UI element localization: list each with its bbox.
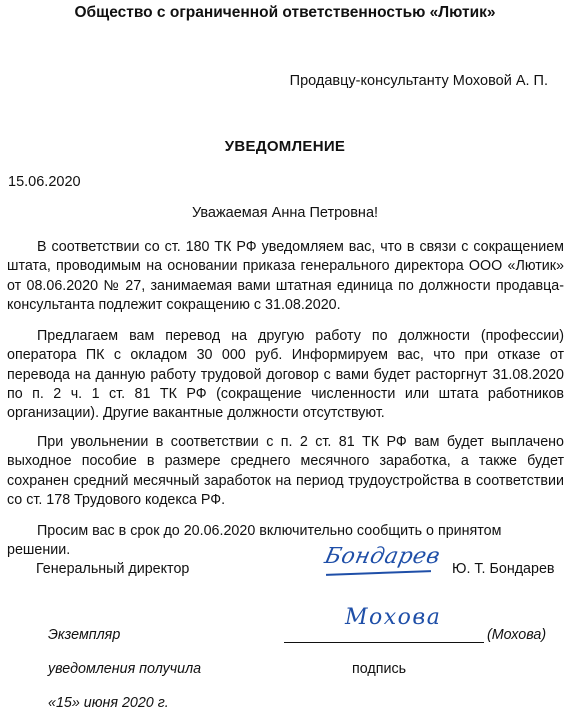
paragraph-reduction: В соответствии со ст. 180 ТК РФ уведомляем вас, что в связи с сокращением штата, проводимым на основании приказа генерального директора ООО «Лютик» от 08.06.2020 № 27, занимаемая вами штатная единица по должности продавца-консультанта подлежит сокращению с 31.08.2020. xyxy=(7,239,564,313)
director-signature: Бондарев xyxy=(322,544,443,569)
received-label: уведомления получила xyxy=(48,661,202,677)
document-title: УВЕДОМЛЕНИЕ xyxy=(224,138,346,155)
employee-signature: Мохова xyxy=(345,605,442,630)
director-name: Ю. Т. Бондарев xyxy=(452,561,555,577)
document-date: 15.06.2020 xyxy=(8,174,81,190)
director-title: Генеральный директор xyxy=(36,561,190,577)
employee-name: (Мохова) xyxy=(487,627,547,643)
addressee: Продавцу-консультанту Моховой А. П. xyxy=(289,73,548,89)
copy-label: Экземпляр xyxy=(48,627,121,643)
organization-name: Общество с ограниченной ответственностью «Лютик» xyxy=(74,4,496,21)
signature-line xyxy=(284,642,484,643)
paragraph-severance: При увольнении в соответствии с п. 2 ст. 81 ТК РФ вам будет выплачено выходное пособие в размере среднего месячного заработка, а также будет сохранен средний месячный заработок на период трудоустройства в соответствии со ст. 178 Трудового кодекса РФ. xyxy=(7,434,564,508)
paragraph-transfer-offer: Предлагаем вам перевод на другую работу по должности (профессии) оператора ПК с окладом 30 000 руб. Информируем вас, что при отказе от перевода на данную работу трудовой договор с вами будет расторгнут 31.08.2020 по п. 2 ч. 1 ст. 81 ТК РФ (сокращение численности или штата работников организации). Другие вакантные должности отсутствуют. xyxy=(7,328,564,422)
paragraph-request: Просим вас в срок до 20.06.2020 включительно сообщить о принятом решении. xyxy=(7,523,502,559)
signature-caption: подпись xyxy=(352,661,407,677)
director-signature-stroke xyxy=(326,570,431,576)
acknowledgement-date: «15» июня 2020 г. xyxy=(48,695,169,711)
greeting: Уважаемая Анна Петровна! xyxy=(191,205,379,221)
